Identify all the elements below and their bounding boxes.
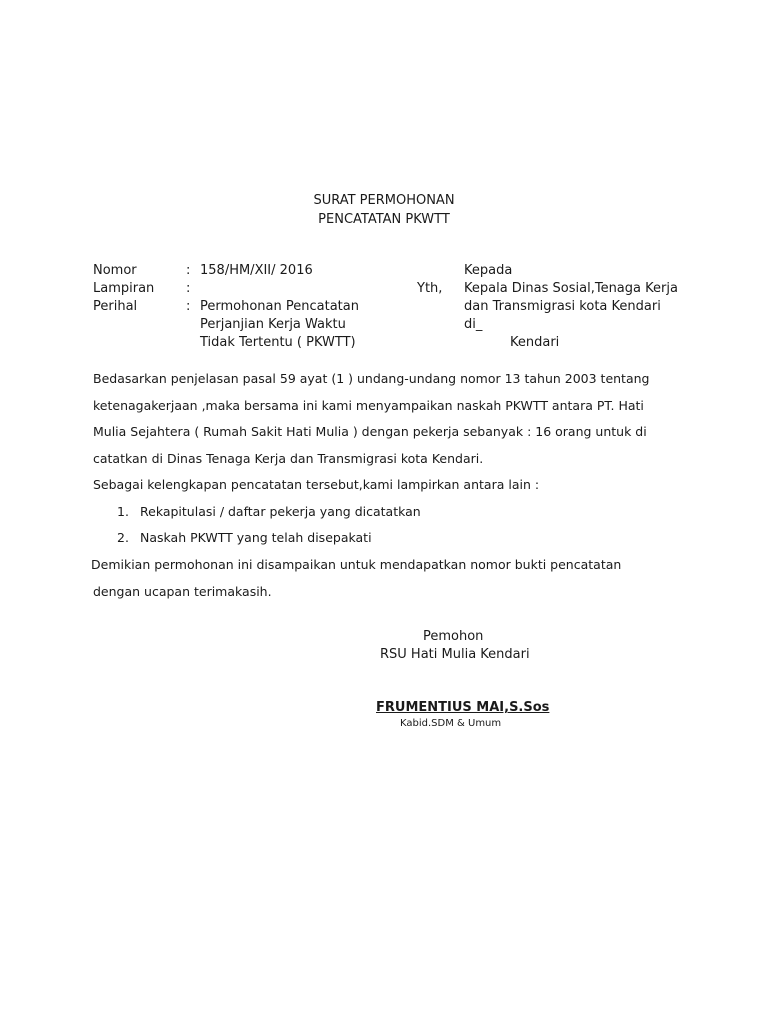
perihal-label: Perihal xyxy=(93,299,138,314)
body-paragraph-1-line-2: ketenagakerjaan ,maka bersama ini kami menyampaikan naskah PKWTT antara PT. Hati xyxy=(93,398,644,413)
perihal-line-1: Permohonan Pencatatan xyxy=(200,299,359,314)
signer-position: Kabid.SDM & Umum xyxy=(400,718,502,729)
list-item-1: Rekapitulasi / daftar pekerja yang dicatatkan xyxy=(140,504,421,519)
document-title: SURAT PERMOHONAN xyxy=(313,193,455,208)
recipient-di: di_ xyxy=(464,317,483,332)
body-paragraph-1-line-3: Mulia Sejahtera ( Rumah Sakit Hati Mulia ) dengan pekerja sebanyak : 16 orang untuk di xyxy=(93,424,647,439)
list-item-2: Naskah PKWTT yang telah disepakati xyxy=(140,530,372,545)
document-subtitle: PENCATATAN PKWTT xyxy=(318,212,450,227)
perihal-colon: : xyxy=(186,299,191,314)
nomor-colon: : xyxy=(186,263,191,278)
perihal-line-3: Tidak Tertentu ( PKWTT) xyxy=(200,335,356,350)
body-paragraph-3-line-1: Demikian permohonan ini disampaikan untuk mendapatkan nomor bukti pencatatan xyxy=(91,557,622,572)
signature-pemohon: Pemohon xyxy=(423,629,484,644)
list-number-1: 1. xyxy=(117,504,129,519)
signature-organization: RSU Hati Mulia Kendari xyxy=(380,647,530,662)
lampiran-colon: : xyxy=(186,281,191,296)
nomor-label: Nomor xyxy=(93,263,137,278)
body-paragraph-2: Sebagai kelengkapan pencatatan tersebut,kami lampirkan antara lain : xyxy=(93,477,540,492)
recipient-line-1: Kepala Dinas Sosial,Tenaga Kerja xyxy=(464,281,678,296)
list-number-2: 2. xyxy=(117,530,129,545)
lampiran-label: Lampiran xyxy=(93,281,155,296)
recipient-kepada: Kepada xyxy=(464,263,513,278)
body-paragraph-1-line-1: Bedasarkan penjelasan pasal 59 ayat (1 ) undang-undang nomor 13 tahun 2003 tentang xyxy=(93,371,650,386)
recipient-line-2: dan Transmigrasi kota Kendari xyxy=(464,299,661,314)
recipient-city: Kendari xyxy=(510,335,560,350)
perihal-line-2: Perjanjian Kerja Waktu xyxy=(200,317,346,332)
recipient-yth: Yth, xyxy=(417,281,443,296)
body-paragraph-1-line-4: catatkan di Dinas Tenaga Kerja dan Transmigrasi kota Kendari. xyxy=(93,451,484,466)
signer-name: FRUMENTIUS MAI,S.Sos xyxy=(376,700,550,715)
body-paragraph-3-line-2: dengan ucapan terimakasih. xyxy=(93,584,272,599)
nomor-value: 158/HM/XII/ 2016 xyxy=(200,263,313,278)
